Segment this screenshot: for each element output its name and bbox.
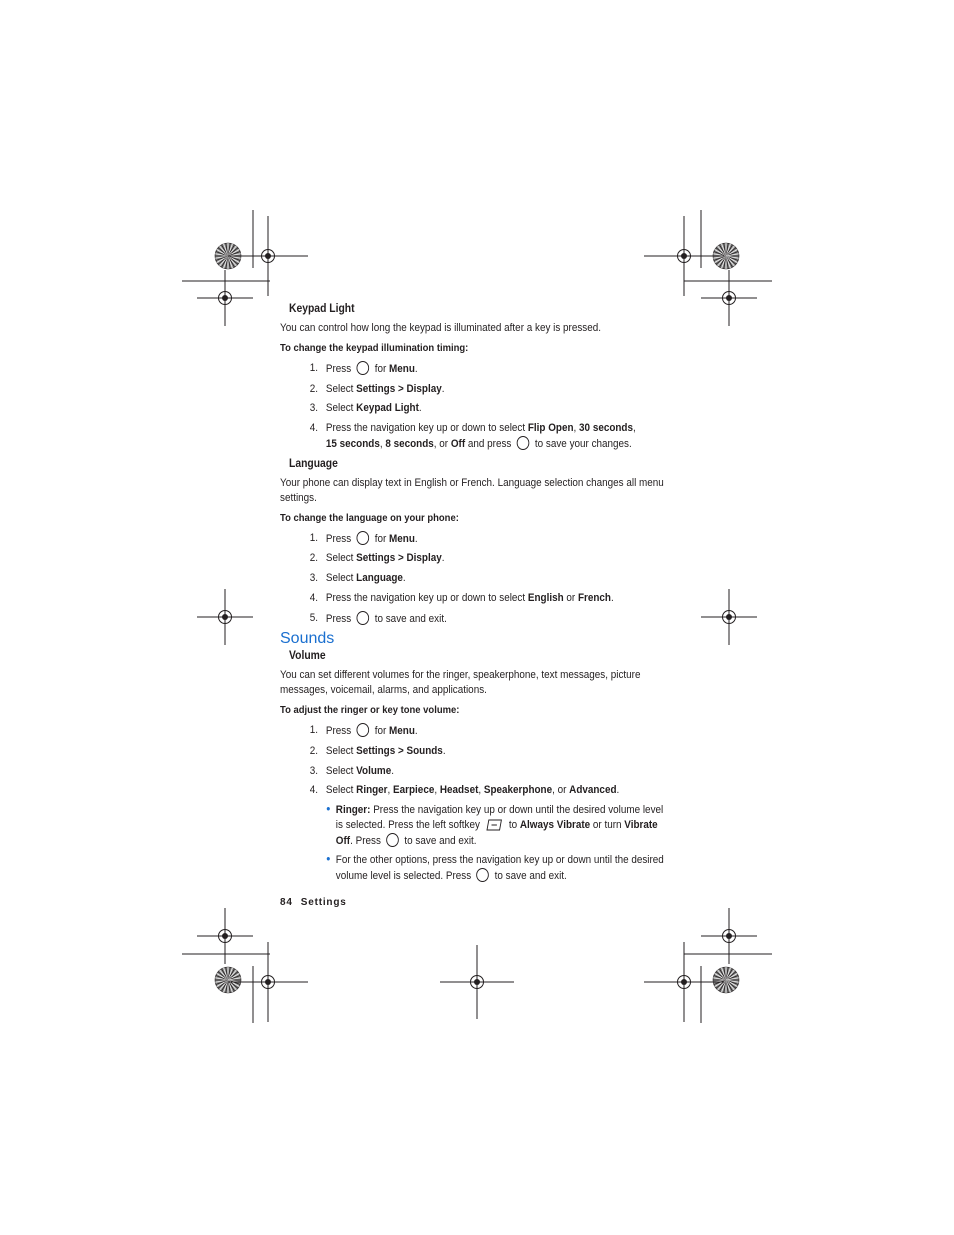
bullet-dot-icon: •: [326, 850, 331, 866]
registration-target-center: [726, 295, 732, 301]
list-item: 5. Press to save and exit.: [309, 611, 447, 625]
list-item: 1. Press for Menu.: [309, 531, 418, 545]
ok-key-icon: [386, 833, 399, 847]
registration-target-center: [222, 295, 228, 301]
volume-bullets: [280, 800, 665, 884]
list-item: 2. Select Settings > Display.: [309, 552, 445, 565]
keypad-light-steps: [280, 361, 665, 452]
volume-lead: To adjust the ringer or key tone volume:: [280, 704, 460, 717]
list-item: 3. Select Volume.: [309, 764, 394, 777]
keypad-light-intro: You can control how long the keypad is illuminated after a key is pressed.: [280, 322, 602, 334]
registration-target-center: [265, 979, 271, 985]
registration-target-center: [726, 614, 732, 620]
registration-target-center: [474, 979, 480, 985]
language-steps: [280, 531, 665, 627]
list-item: • Ringer: Press the navigation key up or down until the desired volume level is selected. Press the left softkey to Always Vibrate or turn Vibrate Off. Press to save and exit.: [280, 803, 665, 849]
volume-heading: Volume: [289, 650, 326, 663]
registration-target-center: [726, 933, 732, 939]
volume-intro: You can set different volumes for the ringer, speakerphone, text messages, picture messages, voicemail, alarms, and applications.: [280, 669, 641, 697]
list-item: 2. Select Settings > Sounds.: [309, 744, 446, 757]
ok-key-icon: [357, 611, 370, 625]
sounds-title: Sounds: [280, 630, 335, 648]
page-content: [280, 302, 665, 888]
list-item: 4. Press the navigation key up or down to select English or French.: [309, 591, 614, 604]
keypad-light-lead: To change the keypad illumination timing:: [280, 342, 469, 354]
menu-key-icon: [357, 723, 370, 737]
page-number: 84: [280, 897, 293, 908]
menu-key-icon: [357, 531, 370, 545]
left-softkey-icon: [485, 818, 503, 832]
list-item: 4. Press the navigation key up or down to select Flip Open, 30 seconds, 15 seconds, 8 seconds, or Off and press to save your changes.: [309, 422, 636, 451]
list-item: 1. Press for Menu.: [309, 362, 418, 375]
registration-target-center: [681, 979, 687, 985]
list-item: 3. Select Keypad Light.: [309, 402, 422, 415]
registration-target-center: [265, 253, 271, 259]
footer-section: Settings: [300, 897, 347, 908]
bullet-dot-icon: •: [326, 800, 331, 816]
language-heading: Language: [289, 457, 338, 470]
list-item: 3. Select Language.: [309, 572, 406, 585]
registration-target-center: [222, 614, 228, 620]
menu-key-icon: [357, 361, 370, 375]
page-footer: [280, 897, 355, 908]
ok-key-icon: [517, 436, 530, 450]
list-item: • For the other options, press the navigation key up or down until the desired volume level is selected. Press to save and exit.: [280, 853, 665, 884]
list-item: 2. Select Settings > Display.: [309, 382, 445, 395]
registration-target-center: [681, 253, 687, 259]
language-lead: To change the language on your phone:: [280, 511, 459, 524]
ok-key-icon: [477, 868, 490, 882]
language-intro: Your phone can display text in English or French. Language selection changes all menu settings.: [280, 476, 664, 504]
keypad-light-heading: Keypad Light: [289, 303, 355, 315]
list-item: 4. Select Ringer, Earpiece, Headset, Speakerphone, or Advanced.: [309, 784, 620, 797]
registration-target-center: [222, 933, 228, 939]
volume-steps: [280, 723, 665, 798]
list-item: 1. Press for Menu.: [309, 724, 418, 738]
